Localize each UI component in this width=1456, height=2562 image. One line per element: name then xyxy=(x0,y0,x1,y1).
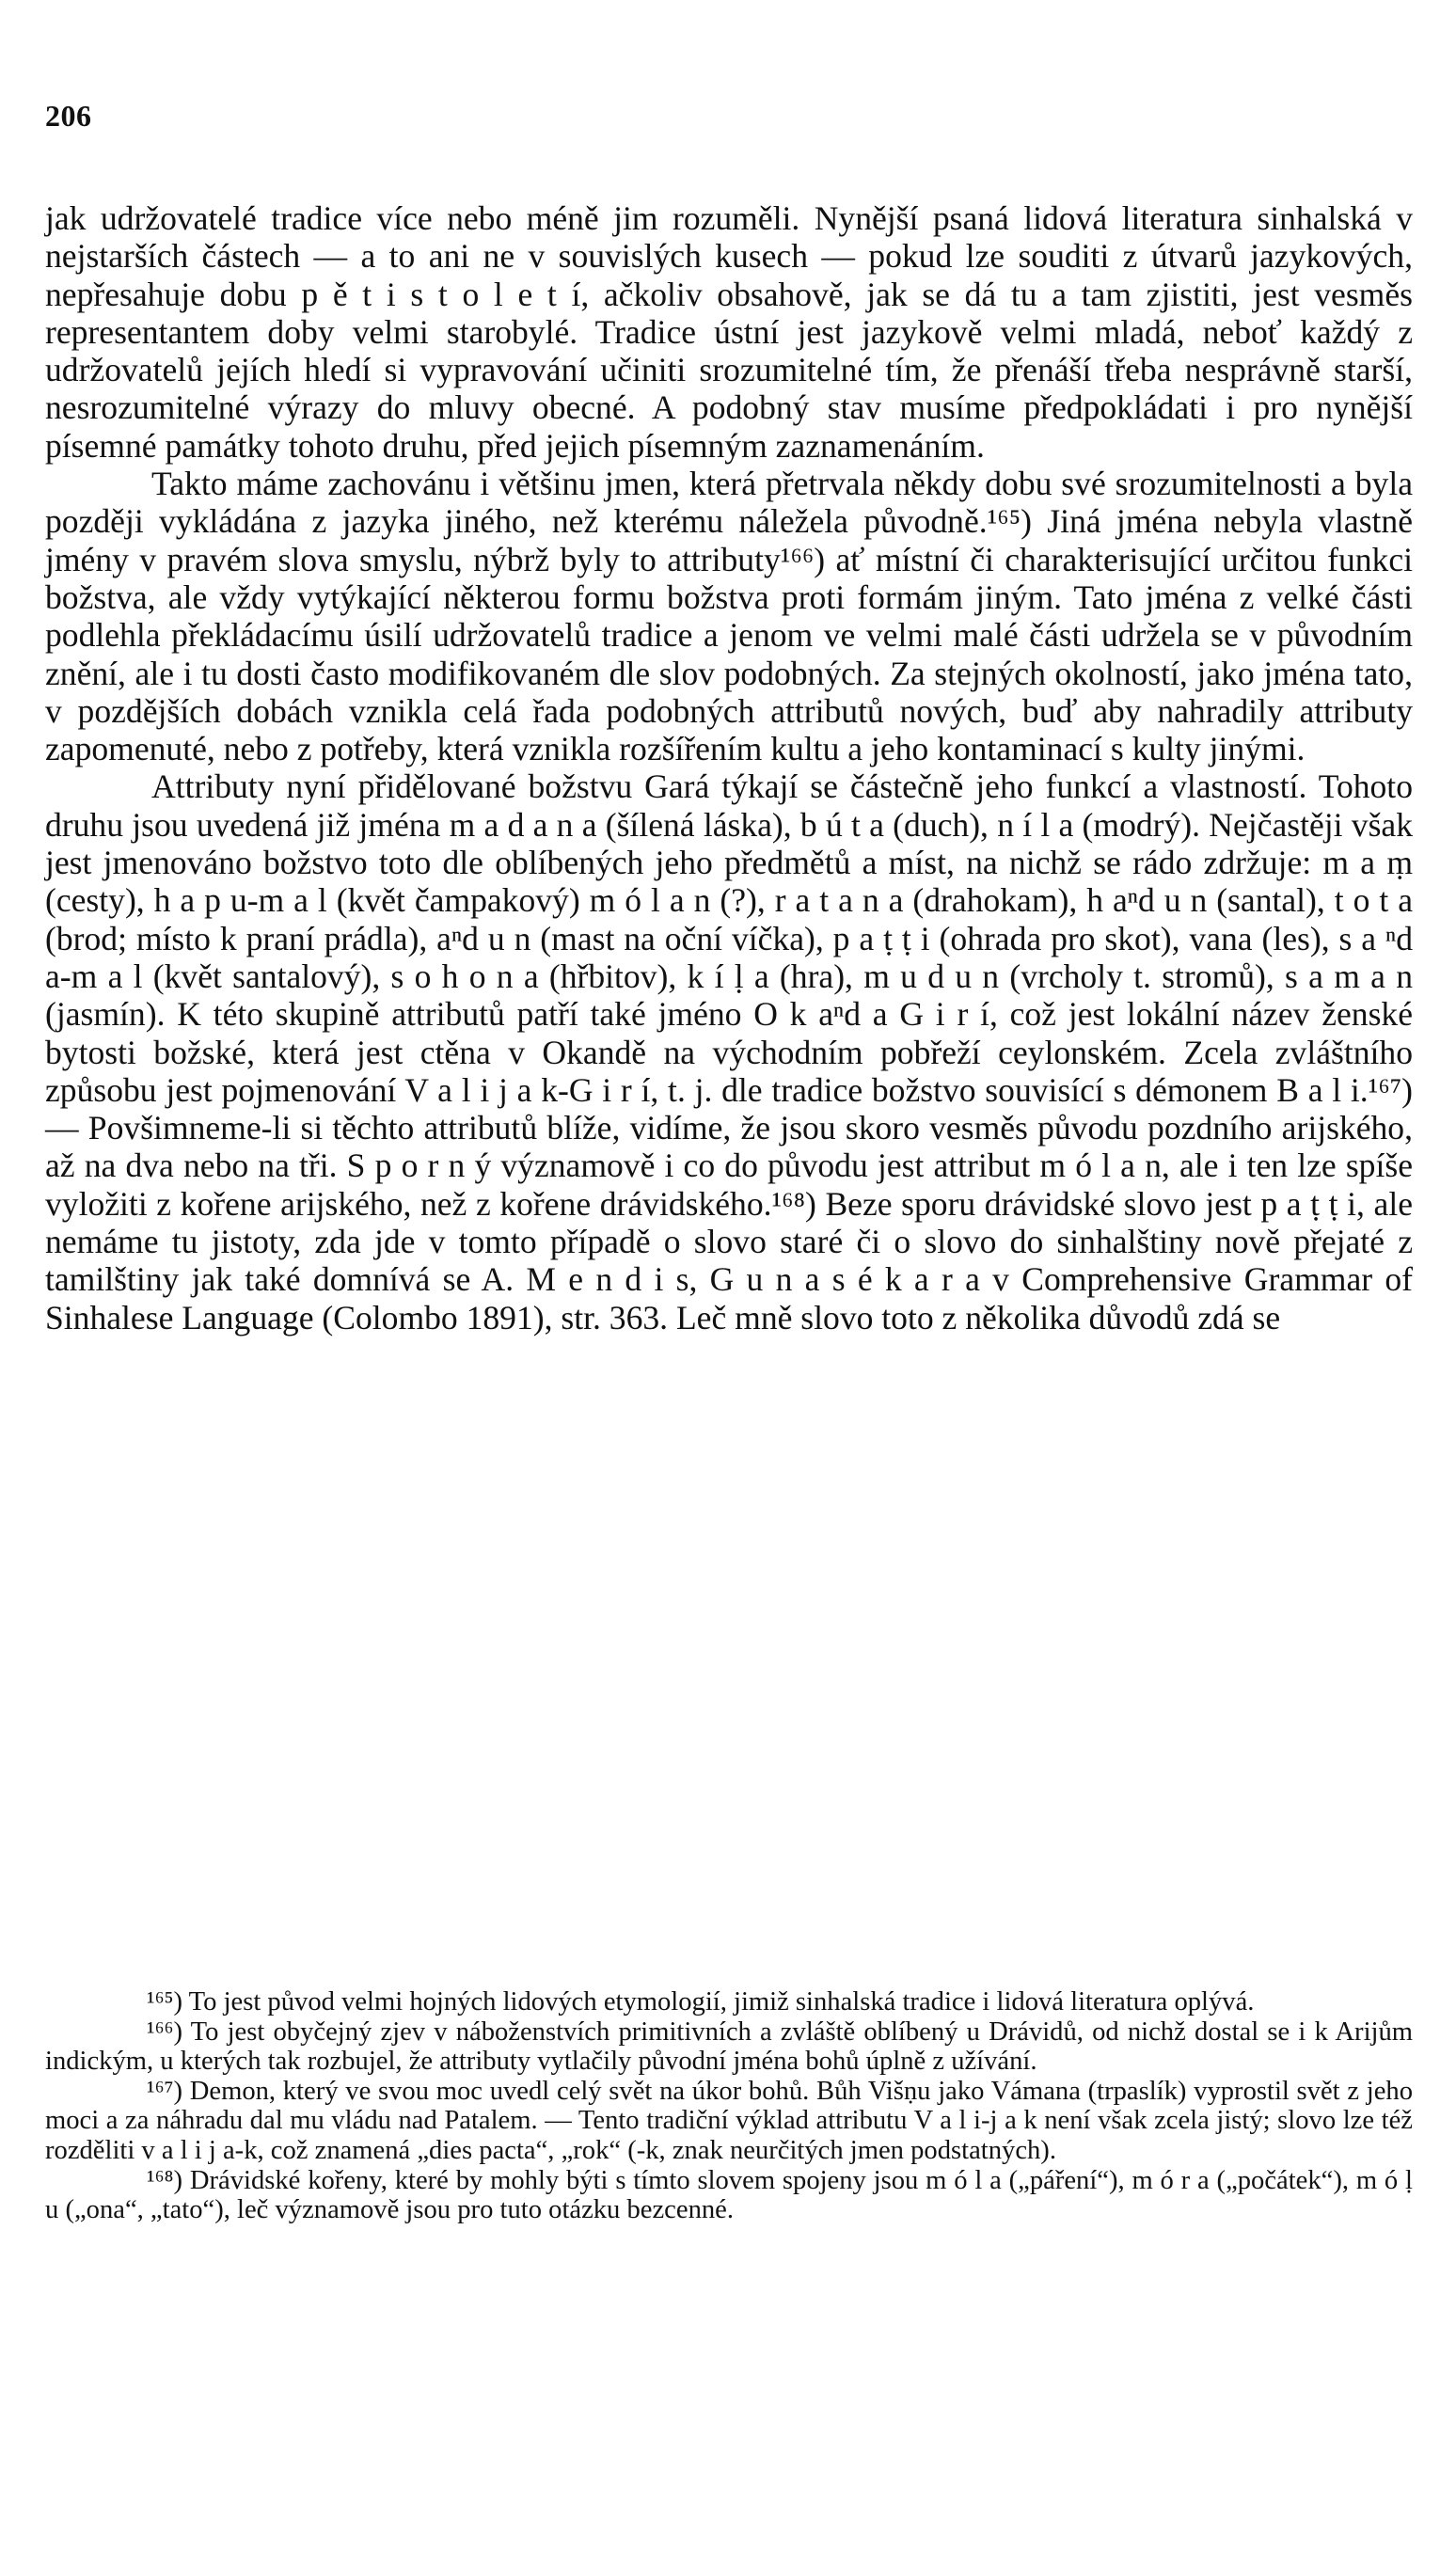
footnote: ¹⁶⁸) Drávidské kořeny, které by mohly býti s tímto slovem spojeny jsou m ó l a („páření“), m ó r a („počátek“), m ó ḷ u („ona“, „tato“), leč významově jsou pro tuto otázku bezcenné. xyxy=(45,2165,1413,2225)
footnotes xyxy=(45,1987,1413,2225)
main-text xyxy=(45,199,1413,1336)
footnote: ¹⁶⁷) Demon, který ve svou moc uvedl celý svět na úkor bohů. Bůh Višṇu jako Vámana (trpaslík) vyprostil svět z jeho moci a za náhradu dal mu vládu nad Patalem. — Tento tradiční výklad attributu V a l i-j a k není však zcela jistý; slovo lze též rozděliti v a l i j a-k, což znamená „dies pacta“, „rok“ (-k, znak neurčitých jmen podstatných). xyxy=(45,2076,1413,2165)
footnote: ¹⁶⁵) To jest původ velmi hojných lidových etymologií, jimiž sinhalská tradice i lidová literatura oplývá. xyxy=(147,1987,1255,2016)
paragraph: jak udržovatelé tradice více nebo méně jim rozuměli. Nynější psaná lidová literatura sinhalská v nejstarších částech — a to ani ne v souvislých kusech — pokud lze souditi z útvarů jazykových, nepřesahuje dobu p ě t i s t o l e t í, ačkoliv obsahově, jak se dá tu a tam zjistiti, jest vesměs representantem doby velmi starobylé. Tradice ústní jest jazykově velmi mladá, neboť každý z udržovatelů jejích hledí si vypravování učiniti srozumitelné tím, že přenáší třeba nesprávně starší, nesrozumitelné výrazy do mluvy obecné. A podobný stav musíme předpokládati i pro nynější písemné památky tohoto druhu, před jejich písemným zaznamenáním. xyxy=(45,199,1413,465)
paragraph: Takto máme zachovánu i většinu jmen, která přetrvala někdy dobu své srozumitelnosti a byla později vykládána z jazyka jiného, než kterému náležela původně.¹⁶⁵) Jiná jména nebyla vlastně jmény v pravém slova smyslu, nýbrž byly to attributy¹⁶⁶) ať místní či charakterisující určitou funkci božstva, ale vždy vytýkající některou formu božstva proti formám jiným. Tato jména z velké části podlehla překládacímu úsilí udržovatelů tradice a jenom ve velmi malé části udržela se v původním znění, ale i tu dosti často modifikovaném dle slov podobných. Za stejných okolností, jako jména tato, v pozdějších dobách vznikla celá řada podobných attributů nových, buď aby nahradily attributy zapomenuté, nebo z potřeby, která vznikla rozšířením kultu a jeho kontaminací s kulty jinými. xyxy=(45,465,1413,768)
paragraph: Attributy nyní přidělované božstvu Gará týkají se částečně jeho funkcí a vlastností. Tohoto druhu jsou uvedená již jména m a d a n a (šílená láska), b ú t a (duch), n í l a (modrý). Nejčastěji však jest jmenováno božstvo toto dle oblíbených jeho předmětů a míst, na nichž se rádo zdržuje: m a ṃ (cesty), h a p u-m a l (květ čampakový) m ó l a n (?), r a t a n a (drahokam), h aⁿd u n (santal), t o t a (brod; místo k praní prádla), aⁿd u n (mast na oční víčka), p a ṭ ṭ i (ohrada pro skot), vana (les), s a ⁿd a-m a l (květ santalový), s o h o n a (hřbitov), k í ḷ a (hra), m u d u n (vrcholy t. stromů), s a m a n (jasmín). K této skupině attributů patří také jméno O k aⁿd a G i r í, což jest lokální název ženské bytosti božské, která jest ctěna v Okandě na východním pobřeží ceylonském. Zcela zvláštního způsobu jest pojmenování V a l i j a k-G i r í, t. j. dle tradice božstvo souvisící s démonem B a l i.¹⁶⁷) — Povšimneme-li si těchto attributů blíže, vidíme, že jsou skoro vesměs původu pozdního arijského, až na dva nebo na tři. S p o r n ý významově i co do původu jest attribut m ó l a n, ale i ten lze spíše vyložiti z kořene arijského, než z kořene drávidského.¹⁶⁸) Beze sporu drávidské slovo jest p a ṭ ṭ i, ale nemáme tu jistoty, zda jde v tomto případě o slovo staré či o slovo do sinhalštiny nově přejaté z tamilštiny jak také domnívá se A. M e n d i s, G u n a s é k a r a v Comprehensive Grammar of Sinhalese Language (Colombo 1891), str. 363. Leč mně slovo toto z několika důvodů zdá se xyxy=(45,767,1413,1336)
footnote: ¹⁶⁶) To jest obyčejný zjev v náboženstvích primitivních a zvláště oblíbený u Drávidů, od nichž dostal se i k Arijům indickým, u kterých tak rozbujel, že attributy vytlačily původní jména bohů úplně z užívání. xyxy=(45,2016,1413,2077)
page-number: 206 xyxy=(45,99,92,133)
